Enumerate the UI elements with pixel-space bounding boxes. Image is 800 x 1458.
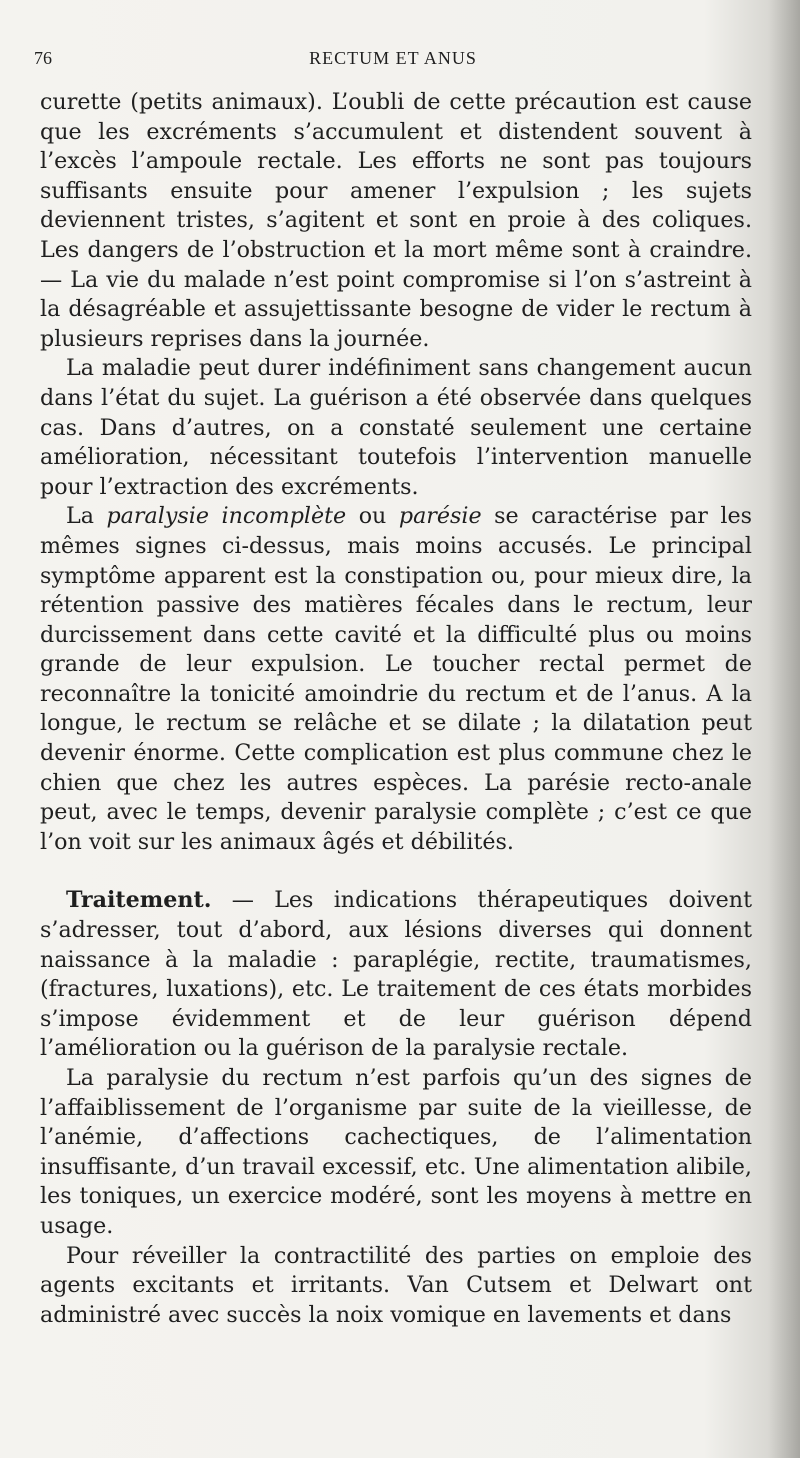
paragraph-5: La paralysie du rectum n’est parfois qu’un des signes de l’affaiblissement de l’organisme par suite de la vieillesse, de l’anémie, d’affections cachectiques, de l’alimentation insuffisante, d’un travail excessif, etc. Une alimentation alibile, les toniques, un exercice modéré, sont les moyens à mettre en usage. bbox=[40, 1065, 752, 1239]
paragraph-2: La maladie peut durer indéfiniment sans changement aucun dans l’état du sujet. La guérison a été observée dans quelques cas. Dans d’autres, on a constaté seulement une certaine amélioration, nécessitant toutefois l’intervention manuelle pour l’extraction des excréments. bbox=[40, 355, 752, 500]
paragraph-3-text: se caractérise par les mêmes signes ci-dessus, mais moins accusés. Le principal symptôme apparent est la constipation ou, pour mieux dire, la rétention passive des matières fécales dans le rectum, leur durcissement dans cette cavité et la difficulté plus ou moins grande de leur expulsion. Le toucher rectal permet de reconnaître la tonicité amoindrie du rectum et de l’anus. A la longue, le rectum se relâche et se dilate ; la dilatation peut devenir énorme. Cette complication est plus commune chez le chien que chez les autres espèces. La parésie recto-anale peut, avec le temps, devenir paralysie complète ; c’est ce que l’on voit sur les animaux âgés et débilités. bbox=[40, 503, 753, 855]
page-body bbox=[40, 88, 752, 1330]
traitement-heading: Traitement. bbox=[66, 887, 212, 914]
paresie-term: parésie bbox=[398, 503, 482, 530]
page-header bbox=[34, 48, 752, 76]
paragraph-6: Pour réveiller la contractilité des parties on emploie des agents excitants et irritants. Van Cutsem et Delwart ont administré avec succès la noix vomique en lavements et dans bbox=[40, 1242, 752, 1328]
paragraph-3 bbox=[40, 502, 752, 857]
traitement-paragraph bbox=[40, 886, 752, 1064]
paralysie-incomplete-term: paralysie incomplète bbox=[106, 503, 347, 530]
traitement-text: — Les indications thérapeutiques doivent s’adresser, tout d’abord, aux lésions diverses qui donnent naissance à la maladie : paraplégie, rectite, traumatismes, (fractures, luxations), etc. Le traitement de ces états morbides s’impose évidemment et de leur guérison dépend l’amélioration ou la guérison de la paralysie rectale. bbox=[40, 887, 752, 1062]
running-title: RECTUM ET ANUS bbox=[309, 48, 477, 68]
paragraph-1: curette (petits animaux). L’oubli de cette précaution est cause que les excréments s’accumulent et distendent souvent à l’excès l’ampoule rectale. Les efforts ne sont pas toujours suffisants ensuite pour amener l’expulsion ; les sujets deviennent tristes, s’agitent et sont en proie à des coliques. Les dangers de l’obstruction et la mort même sont à craindre. — La vie du malade n’est point compromise si l’on s’astreint à la désagréable et assujettissante besogne de vider le rectum à plusieurs reprises dans la journée. bbox=[40, 89, 752, 352]
paragraph-3-connector: ou bbox=[358, 503, 387, 530]
page-number: 76 bbox=[34, 48, 52, 68]
paragraph-3-start: La bbox=[66, 503, 94, 530]
section-spacing bbox=[40, 857, 752, 886]
